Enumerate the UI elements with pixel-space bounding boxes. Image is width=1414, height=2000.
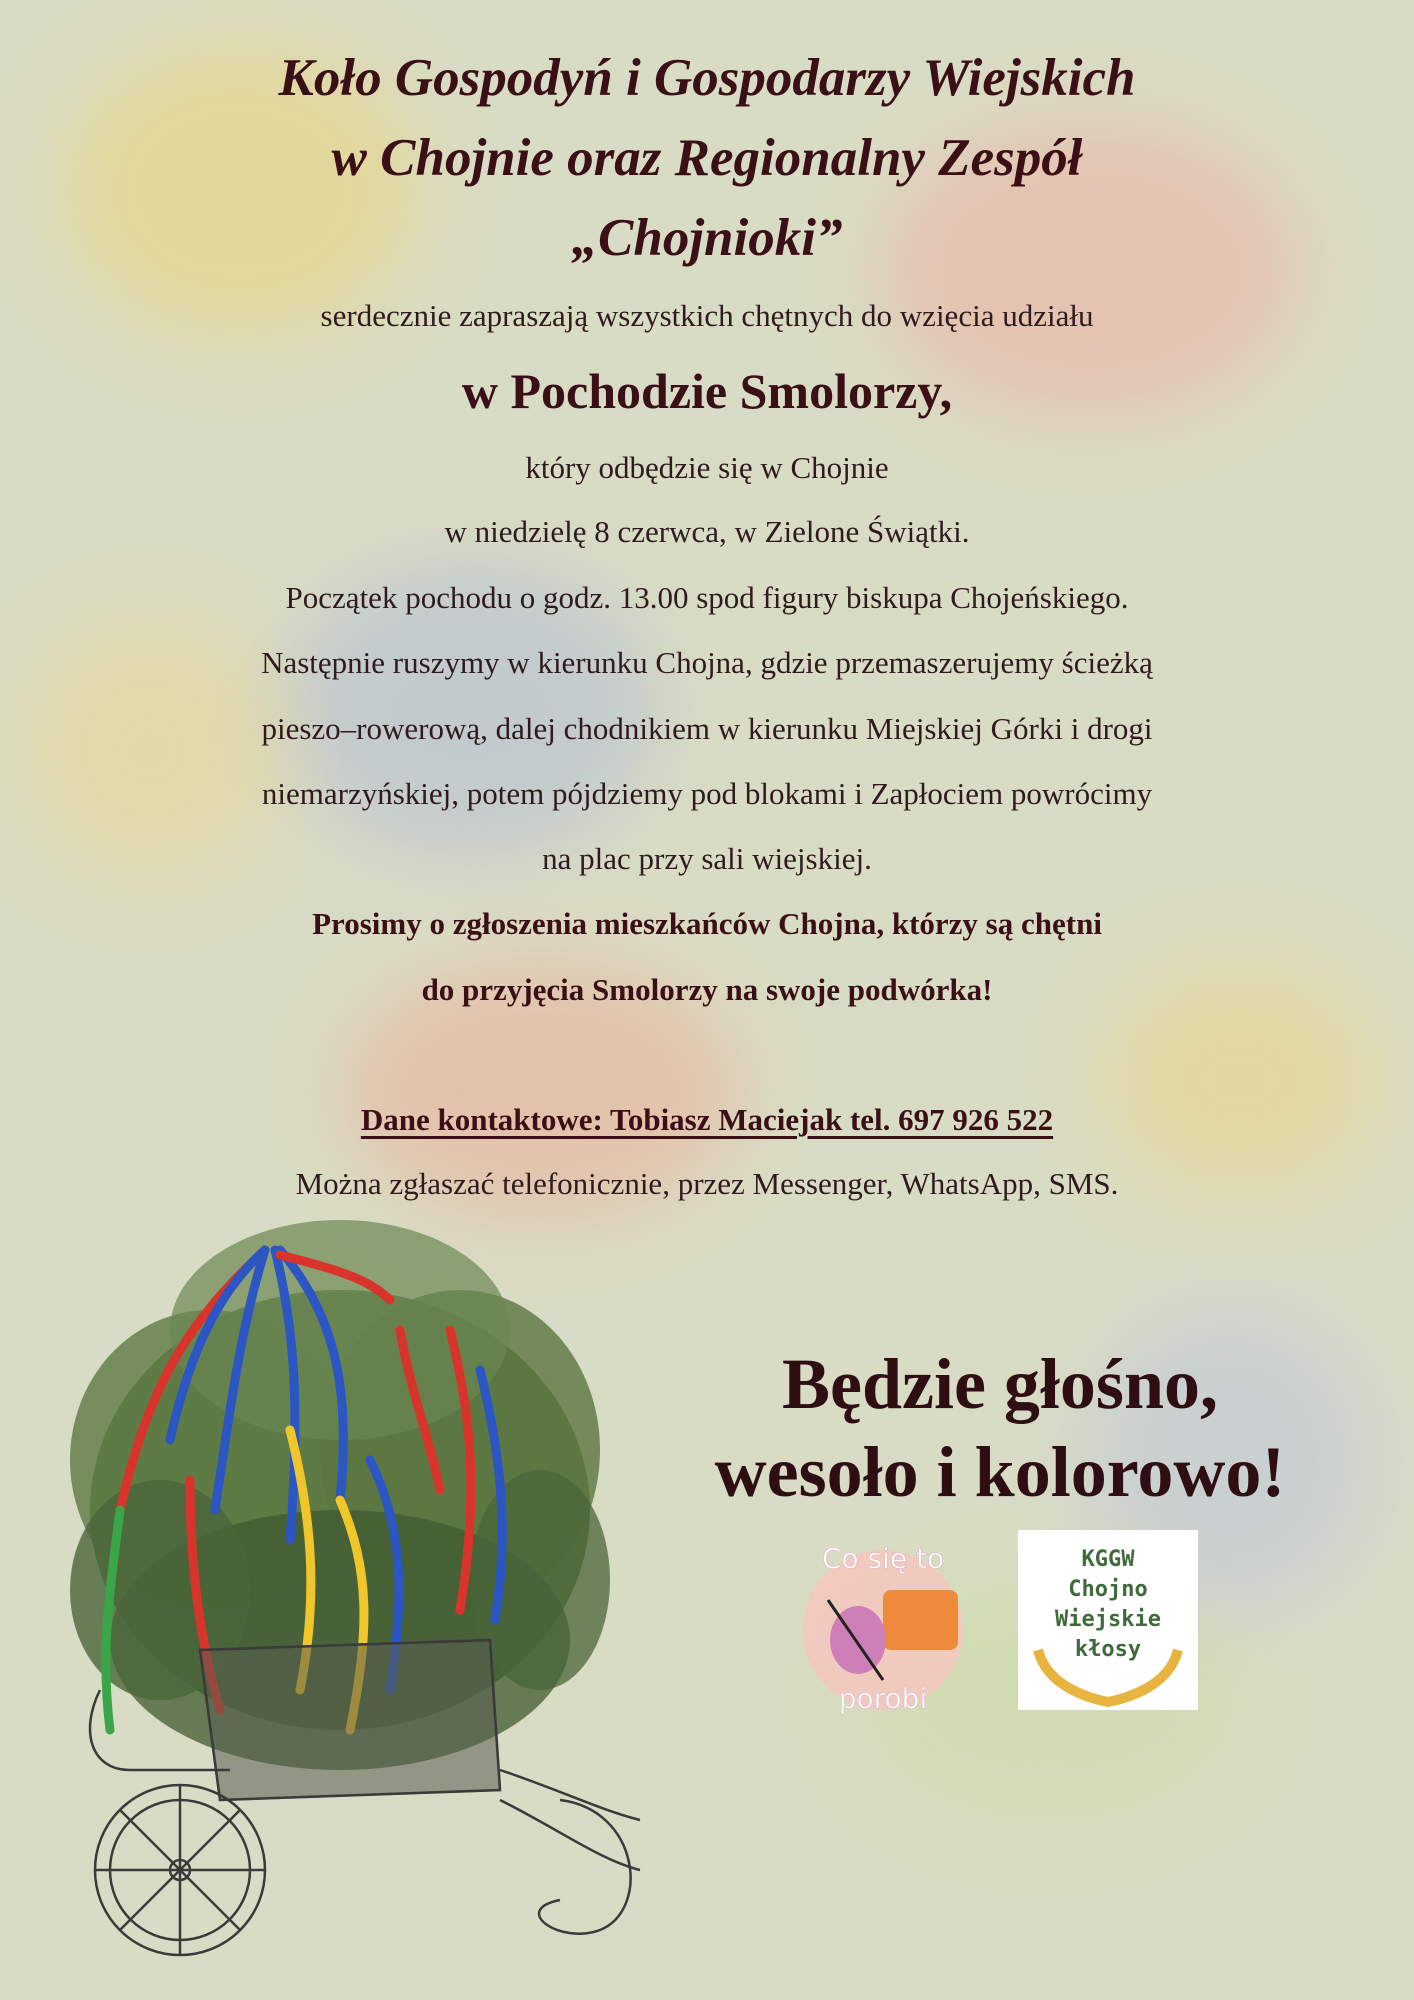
slogan	[600, 1340, 1400, 1516]
invite-text: serdecznie zapraszają wszystkich chętnych do wzięcia udziału	[320, 298, 1094, 333]
organizer-line-3: „Chojnioki”	[571, 209, 843, 267]
request-line-1: Prosimy o zgłoszenia mieszkańców Chojna, którzy są chętni	[312, 906, 1102, 941]
detail-line-7: na plac przy sali wiejskiej.	[542, 841, 872, 876]
contact-info: Dane kontaktowe: Tobiasz Maciejak tel. 697 926 522	[360, 1102, 1054, 1137]
logo1-text-bottom: porobi	[838, 1682, 928, 1715]
event-title: w Pochodzie Smolorzy,	[461, 363, 953, 419]
detail-line-3: Początek pochodu o godz. 13.00 spod figury biskupa Chojeńskiego.	[285, 580, 1129, 615]
detail-line-2: w niedzielę 8 czerwca, w Zielone Świątki.	[444, 514, 970, 549]
detail-line-4: Następnie ruszymy w kierunku Chojna, gdzie przemaszerujemy ścieżką	[261, 645, 1153, 680]
logo1-text-top: Co się to	[821, 1542, 945, 1575]
contact-methods: Można zgłaszać telefonicznie, przez Messenger, WhatsApp, SMS.	[295, 1166, 1119, 1201]
detail-line-6: niemarzyńskiej, potem pójdziemy pod blokami i Zapłociem powrócimy	[261, 776, 1153, 811]
logo2-line-2: Chojno	[1068, 1577, 1148, 1602]
slogan-line-2: wesoło i kolorowo!	[714, 1432, 1286, 1512]
cart-bush-illustration	[40, 1210, 660, 1970]
organizer-heading	[0, 38, 1414, 278]
co-sie-to-porobi-logo	[788, 1530, 978, 1720]
logo2-line-4: kłosy	[1074, 1637, 1142, 1662]
logo2-line-3: Wiejskie	[1055, 1607, 1161, 1632]
detail-line-5: pieszo–rowerową, dalej chodnikiem w kierunku Miejskiej Górki i drogi	[261, 711, 1153, 746]
organizer-line-1: Koło Gospodyń i Gospodarzy Wiejskich	[278, 49, 1136, 107]
kggw-logo	[1018, 1530, 1198, 1710]
request-line-2: do przyjęcia Smolorzy na swoje podwórka!	[421, 972, 993, 1007]
slogan-line-1: Będzie głośno,	[781, 1344, 1218, 1424]
organizer-line-2: w Chojnie oraz Regionalny Zespół	[331, 129, 1083, 187]
detail-line-1: który odbędzie się w Chojnie	[525, 450, 889, 485]
logo2-line-1: KGGW	[1081, 1547, 1135, 1572]
